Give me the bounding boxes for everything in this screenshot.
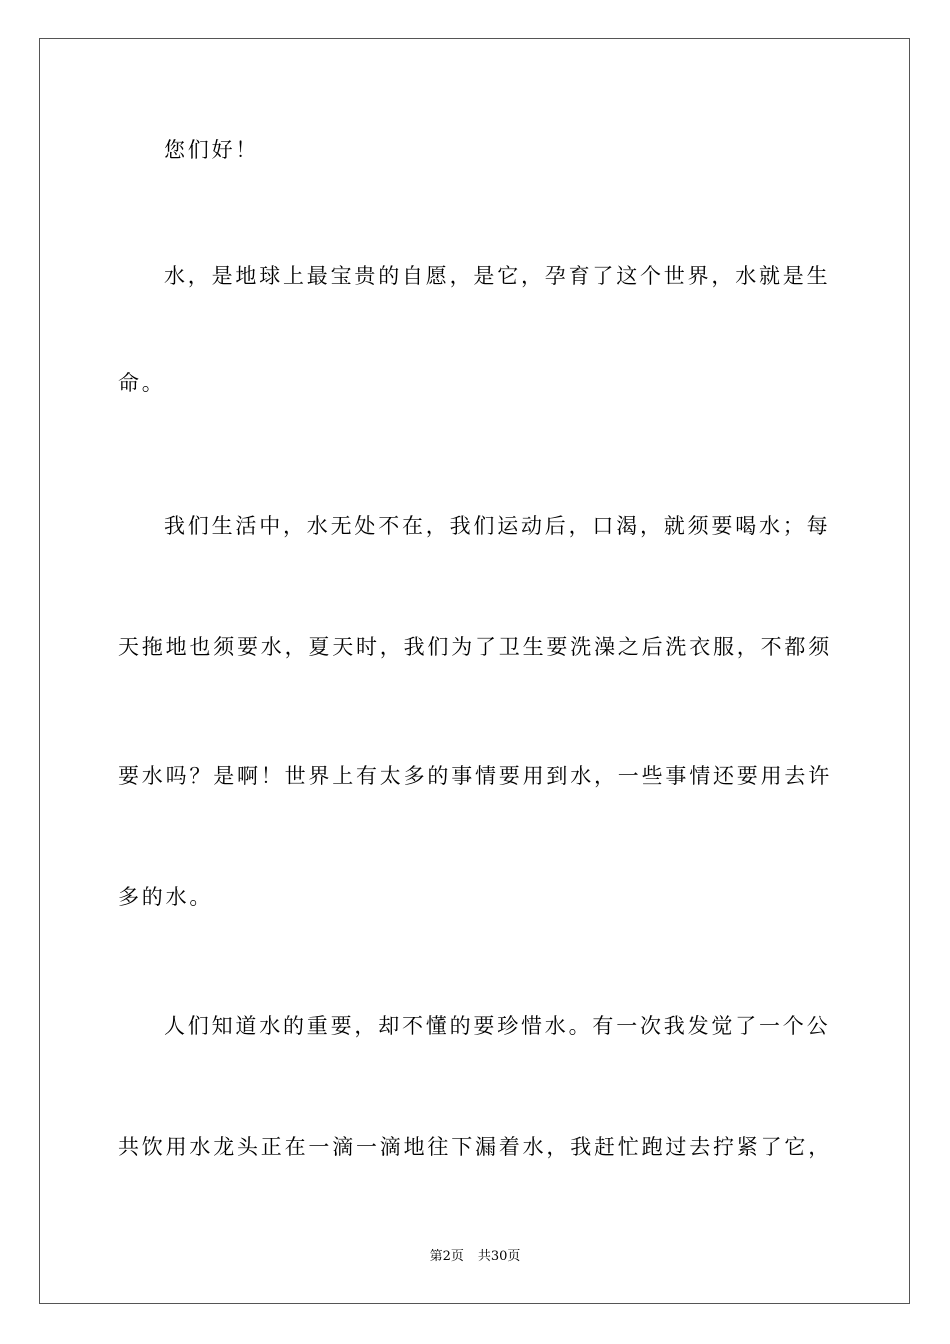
text-line: 我们生活中，水无处不在，我们运动后，口渴，就须要喝水；每 [164, 514, 831, 538]
text-line: 要水吗？是啊！世界上有太多的事情要用到水，一些事情还要用去许 [118, 764, 832, 788]
text-line: 共饮用水龙头正在一滴一滴地往下漏着水，我赶忙跑过去拧紧了它， [118, 1135, 832, 1159]
page-frame [39, 38, 910, 1304]
page-number: 第2页 [429, 1249, 464, 1264]
page-total: 共30页 [477, 1249, 521, 1264]
page-footer [0, 1248, 950, 1266]
text-line: 命。 [118, 371, 166, 395]
text-line: 人们知道水的重要，却不懂的要珍惜水。有一次我发觉了一个公 [164, 1014, 831, 1038]
text-line: 多的水。 [118, 885, 214, 909]
text-line-greeting: 您们好！ [164, 138, 260, 162]
text-line: 天拖地也须要水，夏天时，我们为了卫生要洗澡之后洗衣服，不都须 [118, 635, 832, 659]
text-line: 水，是地球上最宝贵的自愿，是它，孕育了这个世界，水就是生 [164, 264, 831, 288]
